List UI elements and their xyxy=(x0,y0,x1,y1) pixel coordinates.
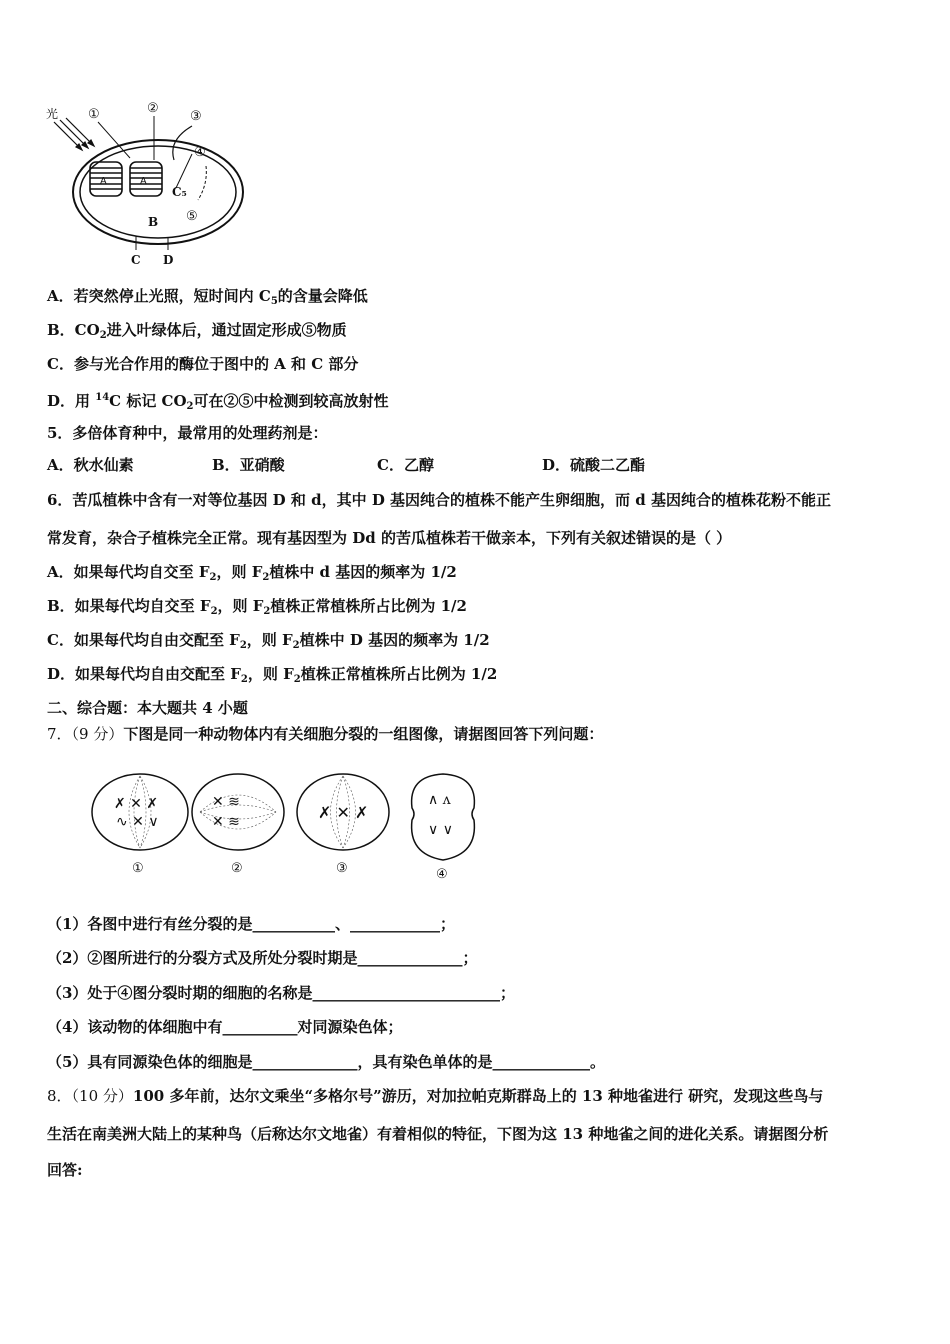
q5-option-b: B．亚硝酸 xyxy=(212,456,285,474)
q6-option-b-text: B．如果每代均自交至 F xyxy=(47,597,211,615)
section-heading: 二、综合题：本大题共 4 小题 xyxy=(47,699,248,717)
svg-text:✕ ≋: ✕ ≋ xyxy=(212,794,240,810)
q4-option-d-sub: 2 xyxy=(186,401,194,412)
granum-label-a-right: A xyxy=(140,176,147,187)
q6-option-d-mid: ，则 F xyxy=(247,665,294,683)
cell-label-4: ④ xyxy=(436,867,448,882)
q6-option-d-text: D．如果每代均自由交配至 F xyxy=(47,665,241,683)
q4-option-c: C．参与光合作用的酶位于图中的 A 和 C 部分 xyxy=(47,355,359,373)
q4-option-a-text-end: 的含量会降低 xyxy=(277,287,368,305)
cell-label-1: ① xyxy=(132,861,144,876)
q6-option-a-sub2: 2 xyxy=(262,572,270,583)
cell-label-3: ③ xyxy=(336,861,348,876)
q8-line2: 生活在南美洲大陆上的某种鸟（后称达尔文地雀）有着相似的特征，下图为这 13 种地雀之间的进化关系。请据图分析 xyxy=(47,1125,829,1143)
q6-option-d-sub2: 2 xyxy=(293,674,301,685)
q4-option-b xyxy=(47,320,347,346)
q6-option-b-sub1: 2 xyxy=(210,606,218,617)
cell-4 xyxy=(412,774,475,860)
q6-option-a-mid: ，则 F xyxy=(216,563,263,581)
marker-3: ③ xyxy=(190,109,202,124)
q7-number: 7．（9 分） xyxy=(47,725,124,743)
q4-option-d-text-mid: C 标记 CO xyxy=(109,392,187,410)
q8-line1 xyxy=(47,1086,823,1106)
q7-stem-text: 下图是同一种动物体内有关细胞分裂的一组图像，请据图回答下列问题： xyxy=(123,725,604,743)
q6-stem-line1: 6．苦瓜植株中含有一对等位基因 D 和 d，其中 D 基因纯合的植株不能产生卵细胞，而 d 基因纯合的植株花粉不能正 xyxy=(47,491,831,509)
q4-option-b-text-end: 进入叶绿体后，通过固定形成⑤物质 xyxy=(106,321,347,339)
q4-option-b-sub: 2 xyxy=(99,330,107,341)
granum-label-a-left: A xyxy=(100,176,107,187)
cell-3 xyxy=(297,774,389,850)
q7-stem xyxy=(47,724,603,744)
light-label: 光 xyxy=(46,107,59,121)
cell-label-2: ② xyxy=(231,861,243,876)
q6-option-b-sub2: 2 xyxy=(263,606,271,617)
marker-5: ⑤ xyxy=(186,209,198,224)
q6-option-a-sub1: 2 xyxy=(209,572,217,583)
svg-text:✗ ✕ ✗: ✗ ✕ ✗ xyxy=(318,803,369,822)
q6-option-c-mid: ，则 F xyxy=(246,631,293,649)
light-arrows xyxy=(54,118,94,150)
cell-1 xyxy=(92,774,188,850)
svg-text:∨ ∨: ∨ ∨ xyxy=(428,822,453,838)
q6-option-a-text: A．如果每代均自交至 F xyxy=(47,563,210,581)
svg-text:✗ ✕ ✗: ✗ ✕ ✗ xyxy=(114,796,159,812)
q7-sub5: （5）具有同源染色体的细胞是______________，具有染色单体的是_____________。 xyxy=(47,1053,605,1071)
svg-text:∧ ʌ: ∧ ʌ xyxy=(428,792,451,808)
q4-option-b-text: B．CO xyxy=(47,321,100,339)
q8-line3: 回答: xyxy=(47,1161,83,1179)
q4-option-d-text: D．用 xyxy=(47,392,96,410)
q4-option-d-sup: 14 xyxy=(95,392,110,403)
q5-option-a: A．秋水仙素 xyxy=(47,456,134,474)
q5-option-d: D．硫酸二乙酯 xyxy=(542,456,646,474)
q6-option-c-text: C．如果每代均自由交配至 F xyxy=(47,631,240,649)
q8-number: 8．（10 分） xyxy=(47,1087,133,1105)
q4-option-d xyxy=(47,388,389,417)
q7-sub1: （1）各图中进行有丝分裂的是___________、____________； xyxy=(47,915,455,933)
q6-option-a-end: 植株中 d 基因的频率为 1/2 xyxy=(269,563,457,581)
q6-stem-line2: 常发育，杂合子植株完全正常。现有基因型为 Dd 的苦瓜植株若干做亲本，下列有关叙述错误的是（ ） xyxy=(47,529,732,547)
q5-stem: 5．多倍体育种中，最常用的处理药剂是： xyxy=(47,424,328,442)
svg-text:∿ ✕ ∨: ∿ ✕ ∨ xyxy=(116,814,159,830)
cell-division-diagram xyxy=(88,768,488,884)
q6-option-b-mid: ，则 F xyxy=(217,597,264,615)
q6-option-c-end: 植株中 D 基因的频率为 1/2 xyxy=(299,631,490,649)
q6-option-c xyxy=(47,630,490,656)
q6-option-a xyxy=(47,562,457,588)
label-d: D xyxy=(163,253,174,267)
q6-option-b xyxy=(47,596,467,622)
svg-text:✕ ≋: ✕ ≋ xyxy=(212,814,240,830)
q6-option-d xyxy=(47,664,497,690)
q5-options xyxy=(47,455,907,475)
q7-sub4: （4）该动物的体细胞中有__________对同源染色体； xyxy=(47,1018,403,1036)
cell-2 xyxy=(192,774,284,850)
q4-option-a-sub: 5 xyxy=(270,296,278,307)
marker-2: ② xyxy=(147,101,159,116)
label-c5: C₅ xyxy=(172,185,187,199)
q6-option-c-sub1: 2 xyxy=(239,640,247,651)
q7-sub3: （3）处于④图分裂时期的细胞的名称是_________________________； xyxy=(47,984,515,1002)
q7-sub2: （2）②图所进行的分裂方式及所处分裂时期是______________； xyxy=(47,949,478,967)
chloroplast-diagram xyxy=(40,100,255,270)
q6-option-c-sub2: 2 xyxy=(292,640,300,651)
label-b: B xyxy=(148,215,159,229)
q8-line1-text: 100 多年前，达尔文乘坐“多格尔号”游历，对加拉帕克斯群岛上的 13 种地雀进行 研究，发现这些鸟与 xyxy=(132,1087,824,1105)
marker-1: ① xyxy=(88,107,100,122)
q4-option-a xyxy=(47,286,368,312)
q6-option-b-end: 植株正常植株所占比例为 1/2 xyxy=(270,597,467,615)
q4-option-d-text-end: 可在②⑤中检测到较高放射性 xyxy=(193,392,389,410)
label-c: C xyxy=(131,253,141,267)
q6-option-d-sub1: 2 xyxy=(240,674,248,685)
marker-4: ④ xyxy=(194,145,206,160)
q6-option-d-end: 植株正常植株所占比例为 1/2 xyxy=(300,665,498,683)
q5-option-c: C．乙醇 xyxy=(377,456,434,474)
q4-option-a-text: A．若突然停止光照，短时间内 C xyxy=(47,287,271,305)
